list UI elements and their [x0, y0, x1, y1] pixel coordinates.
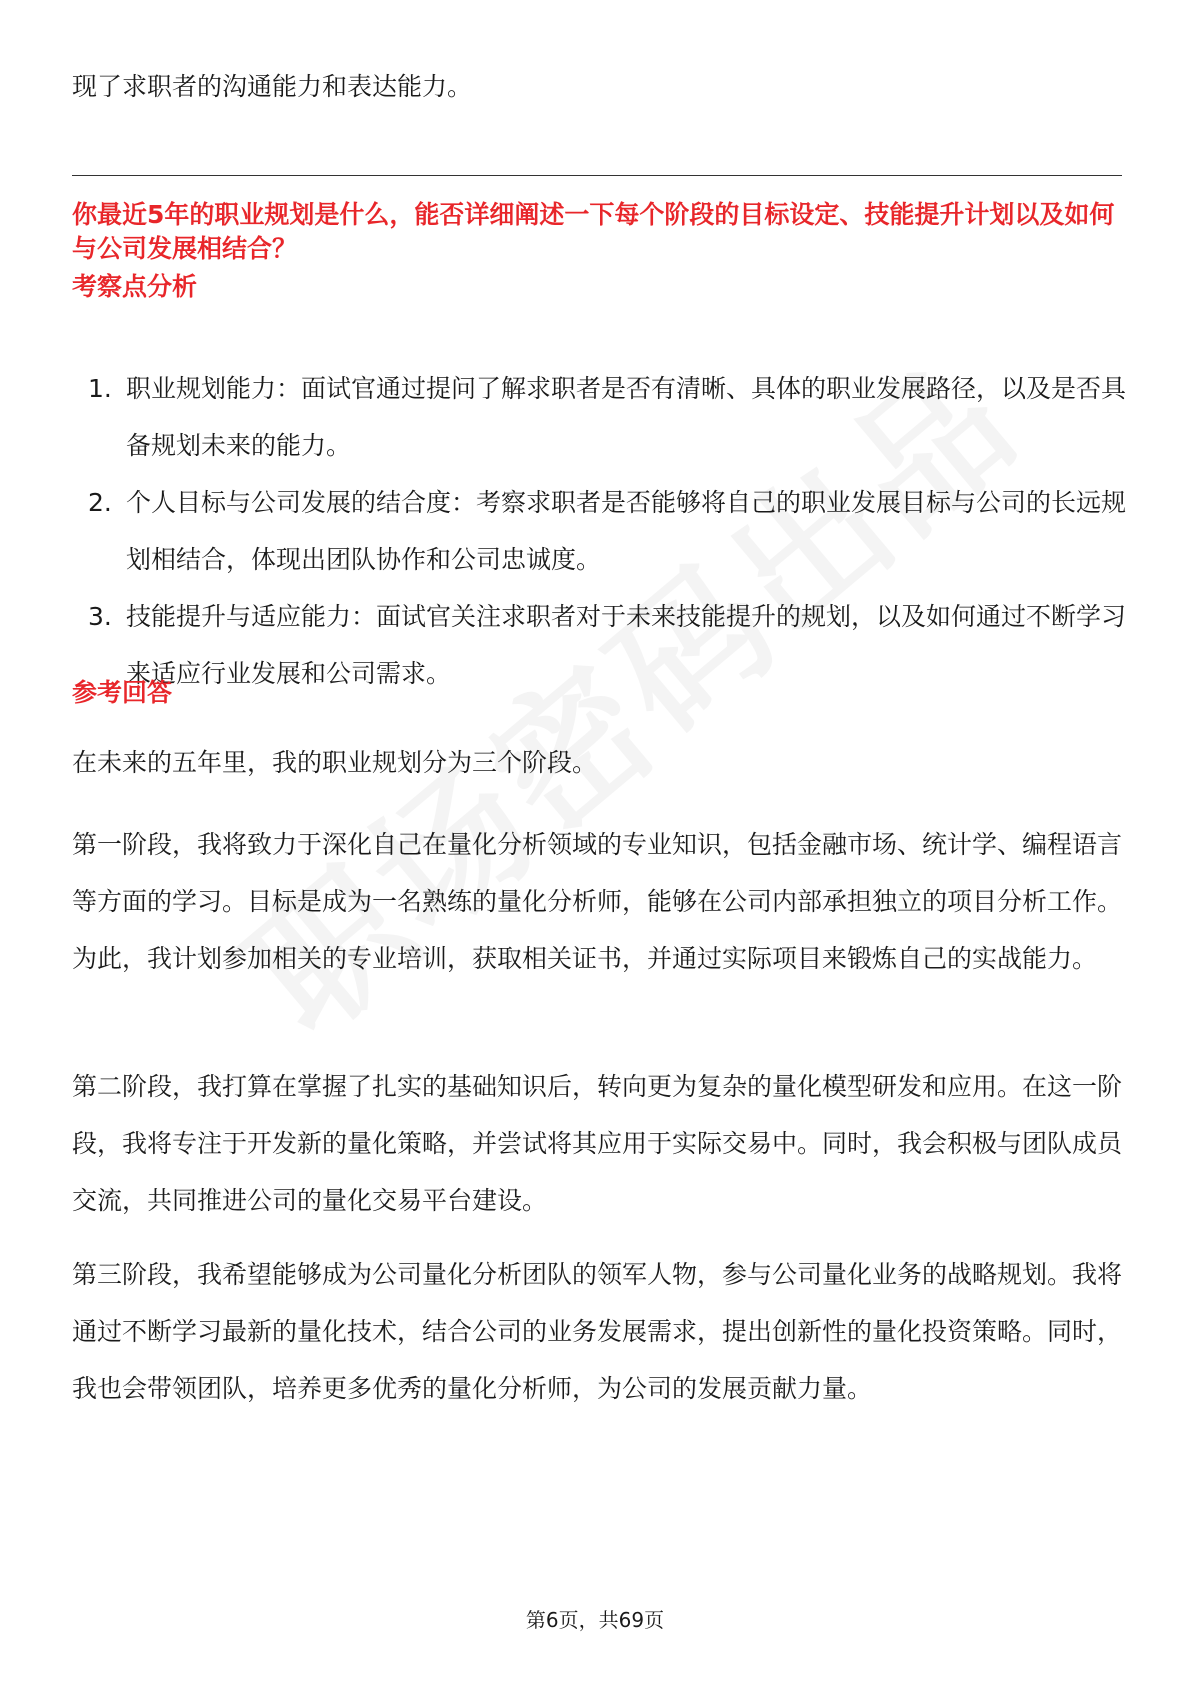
analysis-heading: 考察点分析 [72, 272, 198, 301]
analysis-list [72, 360, 1127, 702]
analysis-item [72, 474, 1126, 588]
answer-paragraph: 第三阶段，我希望能够成为公司量化分析团队的领军人物，参与公司量化业务的战略规划。我将通过不断学习最新的量化技术，结合公司的业务发展需求，提出创新性的量化投资策略。同时，我也会带领团队，培养更多优秀的量化分析师，为公司的发展贡献力量。 [72, 1260, 1123, 1403]
analysis-item-text: 职业规划能力：面试官通过提问了解求职者是否有清晰、具体的职业发展路径，以及是否具备规划未来的能力。 [126, 374, 1127, 460]
analysis-item-text: 个人目标与公司发展的结合度：考察求职者是否能够将自己的职业发展目标与公司的长远规划相结合，体现出团队协作和公司忠诚度。 [126, 488, 1127, 574]
list-number: 2. [88, 488, 112, 517]
answer-paragraph: 第一阶段，我将致力于深化自己在量化分析领域的专业知识，包括金融市场、统计学、编程语言等方面的学习。目标是成为一名熟练的量化分析师，能够在公司内部承担独立的项目分析工作。为此，我计划参加相关的专业培训，获取相关证书，并通过实际项目来锻炼自己的实战能力。 [72, 830, 1123, 973]
analysis-item [72, 588, 1126, 702]
list-number: 3. [88, 602, 112, 631]
analysis-item-text: 技能提升与适应能力：面试官关注求职者对于未来技能提升的规划，以及如何通过不断学习来适应行业发展和公司需求。 [126, 602, 1127, 688]
page-footer: 第6页，共69页 [525, 1608, 665, 1632]
question-heading: 你最近5年的职业规划是什么，能否详细阐述一下每个阶段的目标设定、技能提升计划以及如何与公司发展相结合？ [72, 200, 1115, 263]
section-divider [72, 175, 1122, 176]
analysis-item [72, 360, 1126, 474]
continuation-text: 现了求职者的沟通能力和表达能力。 [72, 72, 473, 101]
answer-paragraph: 第二阶段，我打算在掌握了扎实的基础知识后，转向更为复杂的量化模型研发和应用。在这一阶段，我将专注于开发新的量化策略，并尝试将其应用于实际交易中。同时，我会积极与团队成员交流，共同推进公司的量化交易平台建设。 [72, 1072, 1123, 1215]
answer-heading: 参考回答 [72, 678, 173, 707]
answer-paragraph: 在未来的五年里，我的职业规划分为三个阶段。 [72, 748, 598, 777]
list-number: 1. [88, 374, 112, 403]
